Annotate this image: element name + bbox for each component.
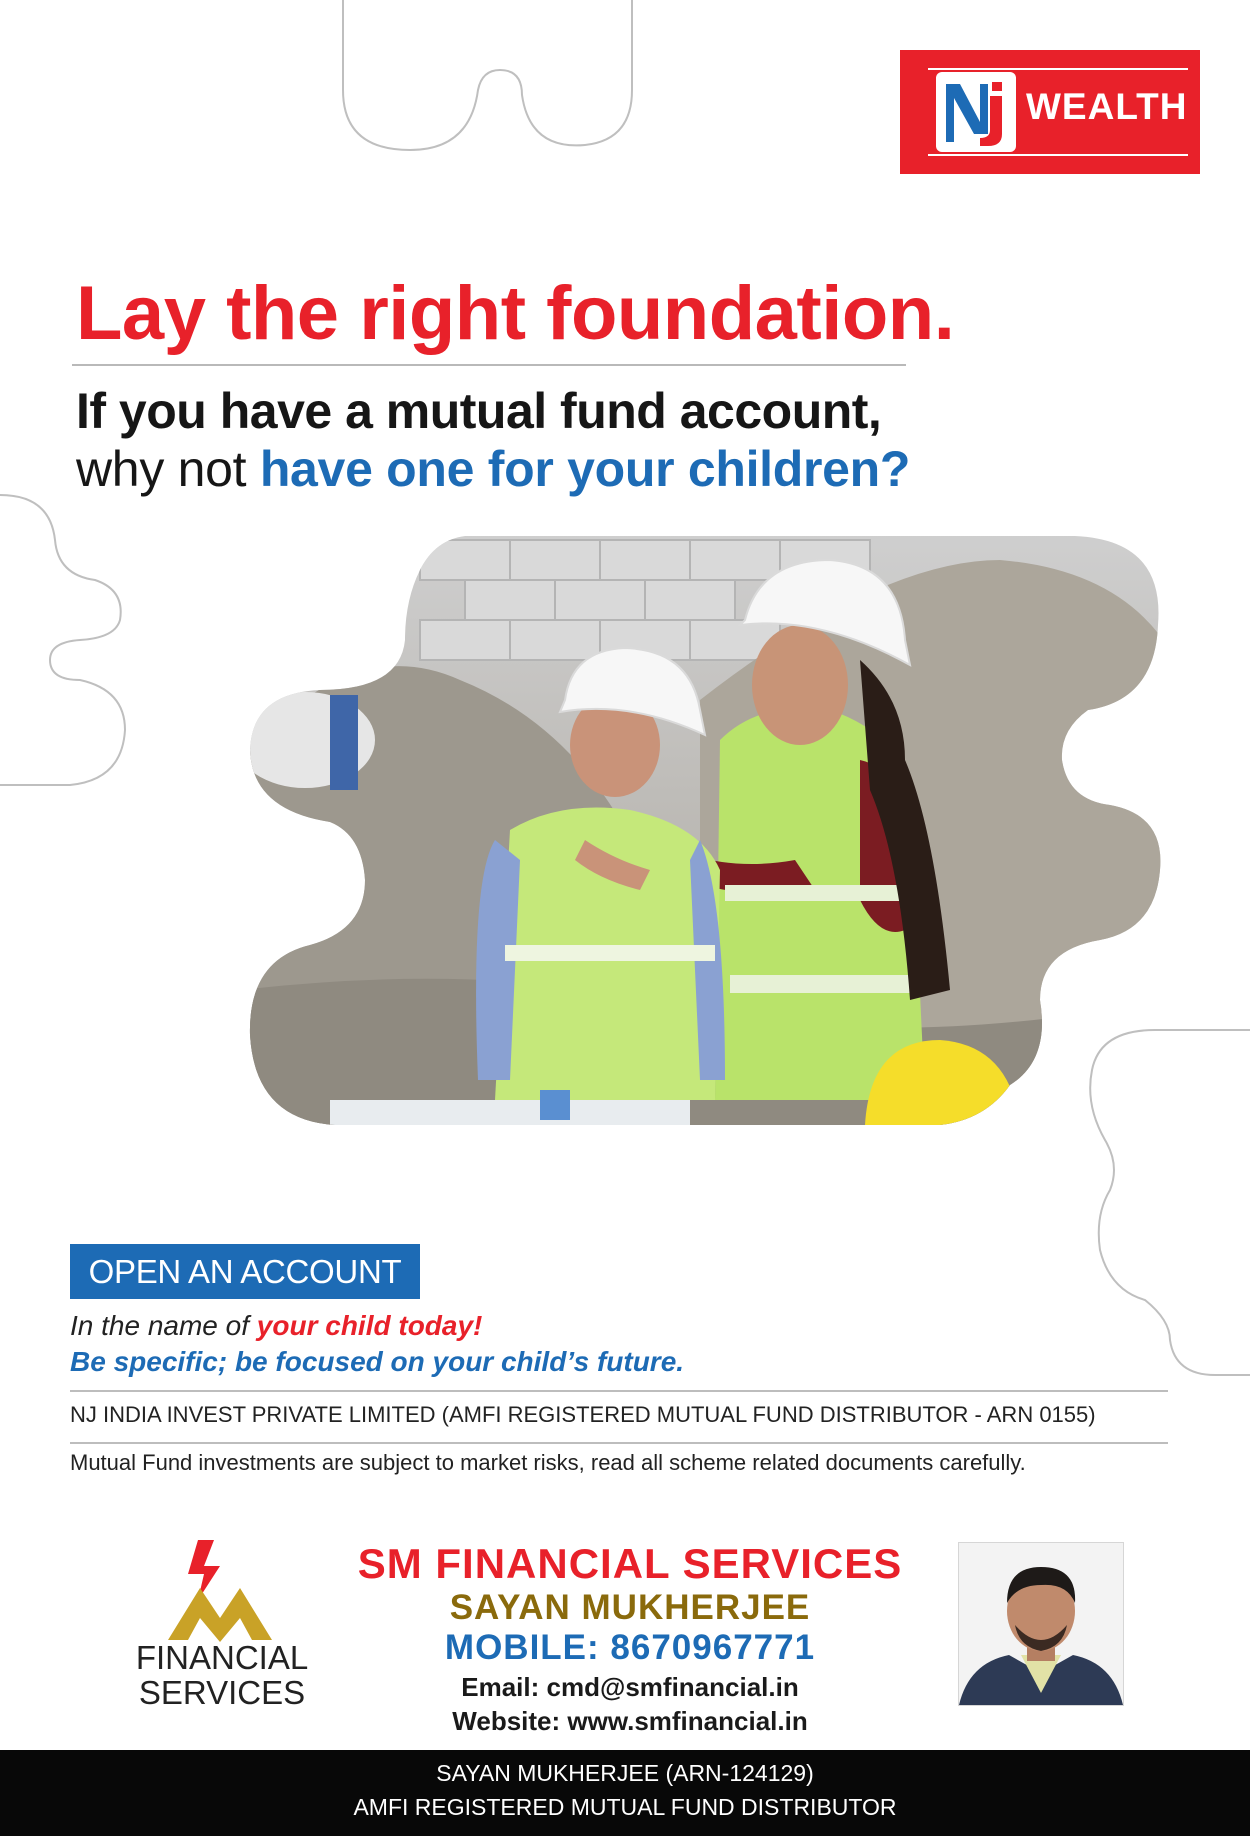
legal-divider-bottom: [70, 1442, 1168, 1444]
nj-wealth-logo: [900, 50, 1200, 174]
sm-logo-icon: [160, 1538, 280, 1642]
sm-logo-text: [120, 1640, 324, 1710]
footer-line2: AMFI REGISTERED MUTUAL FUND DISTRIBUTOR: [353, 1794, 897, 1820]
brand-name: WEALTH: [1026, 86, 1188, 127]
advisor-website[interactable]: Website: www.smfinancial.in: [452, 1706, 808, 1736]
subheadline-plain: why not: [76, 441, 260, 497]
cta-tagline2: Be specific; be focused on your child’s future.: [70, 1346, 685, 1377]
advisor-firm-name: SM FINANCIAL SERVICES: [357, 1540, 903, 1587]
cta-tagline1: [70, 1310, 482, 1342]
footer-bar: [0, 1750, 1250, 1836]
advisor-portrait: [958, 1542, 1124, 1706]
subheadline-line2: [76, 440, 910, 498]
tagline-plain: In the name of: [70, 1310, 257, 1341]
advisor-mobile[interactable]: MOBILE: 8670967771: [444, 1628, 816, 1667]
footer-line1: SAYAN MUKHERJEE (ARN-124129): [436, 1760, 814, 1786]
open-account-button[interactable]: OPEN AN ACCOUNT: [70, 1244, 420, 1299]
legal-divider-top: [70, 1390, 1168, 1392]
logo-top-rule: [928, 68, 1188, 70]
headline: Lay the right foundation.: [76, 271, 955, 356]
headline-divider: [72, 364, 906, 366]
advisor-email[interactable]: Email: cmd@smfinancial.in: [461, 1672, 799, 1702]
subheadline-line1: If you have a mutual fund account,: [76, 383, 882, 439]
subheadline-emphasis: have one for your children?: [259, 441, 911, 497]
tagline-emphasis: your child today!: [256, 1310, 483, 1341]
distributor-line: NJ INDIA INVEST PRIVATE LIMITED (AMFI REGISTERED MUTUAL FUND DISTRIBUTOR - ARN 0155): [70, 1402, 1096, 1427]
risk-disclaimer: Mutual Fund investments are subject to market risks, read all scheme related documents carefully.: [70, 1450, 1026, 1475]
advisor-name: SAYAN MUKHERJEE: [449, 1588, 811, 1627]
logo-bottom-rule: [928, 154, 1188, 156]
sm-logo-line1: FINANCIAL: [135, 1639, 309, 1676]
nj-logo-icon: [936, 72, 1016, 152]
sm-logo-line2: SERVICES: [138, 1674, 306, 1711]
